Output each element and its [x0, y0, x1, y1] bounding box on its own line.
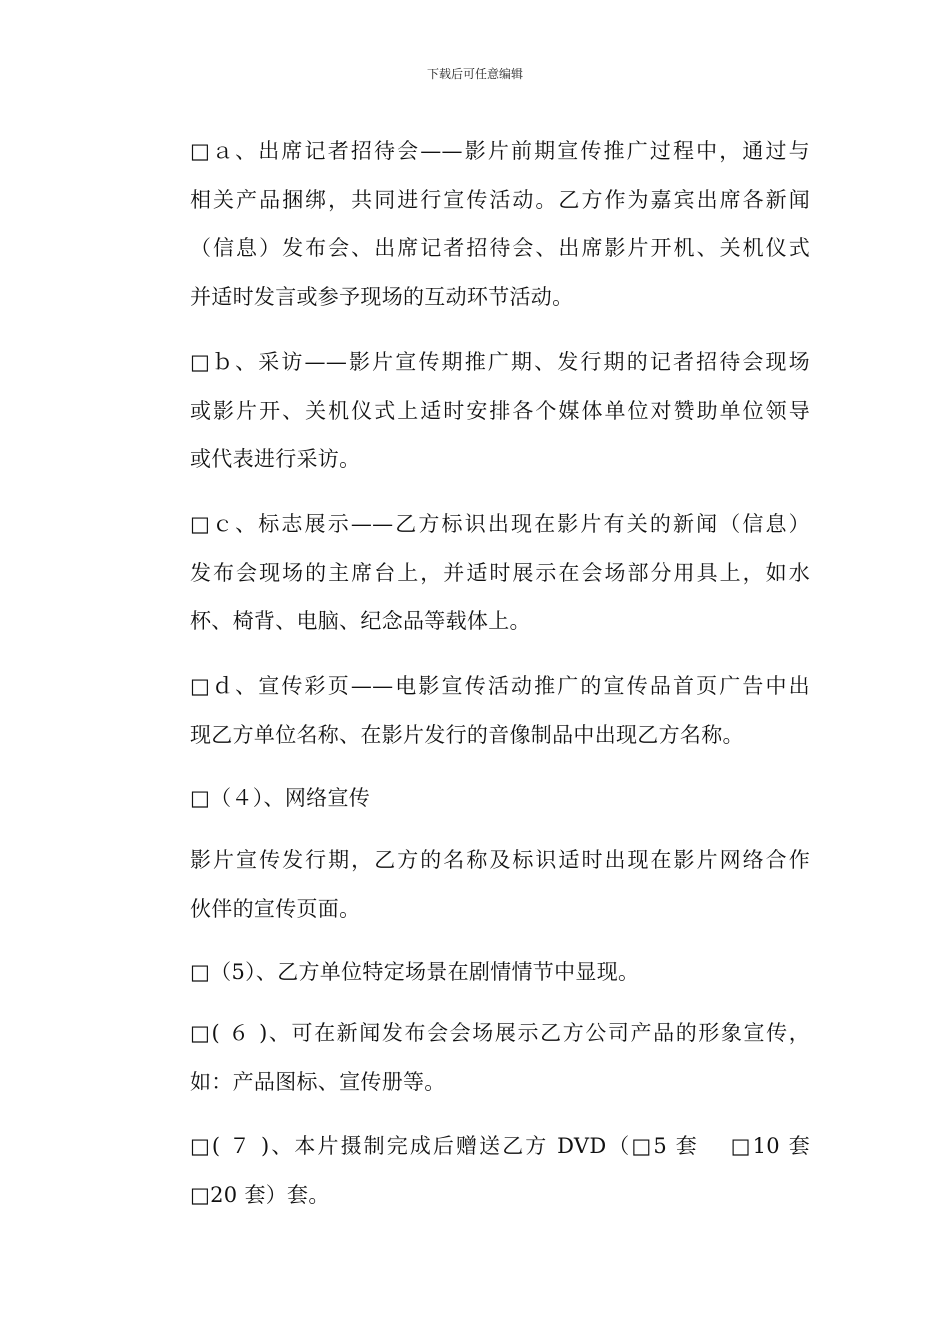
paragraph-item-d [190, 662, 810, 759]
paragraph-network-promo [190, 836, 810, 933]
text-line: （信息）发布会、出席记者招待会、出席影片开机、关机仪式 [190, 236, 810, 260]
paragraph-item-7 [190, 1122, 810, 1219]
text-line: □ａ、出席记者招待会——影片前期宣传推广过程中，通过与 [190, 139, 810, 163]
text-line: 影片宣传发行期，乙方的名称及标识适时出现在影片网络合作 [190, 848, 810, 872]
paragraph-item-b [190, 338, 810, 484]
text-line: □ｄ、宣传彩页——电影宣传活动推广的宣传品首页广告中出 [190, 674, 810, 698]
text-line: □（5）、乙方单位特定场景在剧情情节中显现。 [190, 960, 640, 984]
text-line: 并适时发言或参予现场的互动环节活动。 [190, 284, 574, 309]
page-header: 下载后可任意编辑 [426, 67, 523, 81]
paragraph-item-6 [190, 1009, 810, 1106]
text-line: 或影片开、关机仪式上适时安排各个媒体单位对赞助单位领导 [190, 398, 810, 423]
text-line: □ｃ、标志展示——乙方标识出现在影片有关的新闻（信息） [190, 512, 810, 536]
paragraph-item-a [190, 127, 810, 321]
paragraph-item-5 [190, 948, 810, 997]
text-line: □( ６ )、可在新闻发布会会场展示乙方公司产品的形象宣传， [190, 1021, 810, 1045]
text-line: □20 套）套。 [190, 1182, 330, 1207]
text-line: 杯、椅背、电脑、纪念品等载体上。 [190, 609, 531, 633]
text-line: 伙伴的宣传页面。 [190, 896, 361, 921]
text-line: 如：产品图标、宣传册等。 [190, 1069, 446, 1094]
text-line: □( ７ )、本片摄制完成后赠送乙方 DVD（□5 套 □10 套 [190, 1134, 810, 1158]
text-line: 或代表进行采访。 [190, 447, 361, 471]
text-line: 相关产品捆绑，共同进行宣传活动。乙方作为嘉宾出席各新闻 [190, 187, 810, 212]
text-line: 发布会现场的主席台上，并适时展示在会场部分用具上，如水 [190, 560, 810, 585]
text-line: □ｂ、采访——影片宣传期推广期、发行期的记者招待会现场 [190, 350, 810, 374]
paragraph-item-c [190, 500, 810, 646]
text-line: 现乙方单位名称、在影片发行的音像制品中出现乙方名称。 [190, 722, 744, 747]
paragraph-item-4 [190, 774, 810, 823]
text-line: □（４）、网络宣传 [190, 786, 371, 810]
